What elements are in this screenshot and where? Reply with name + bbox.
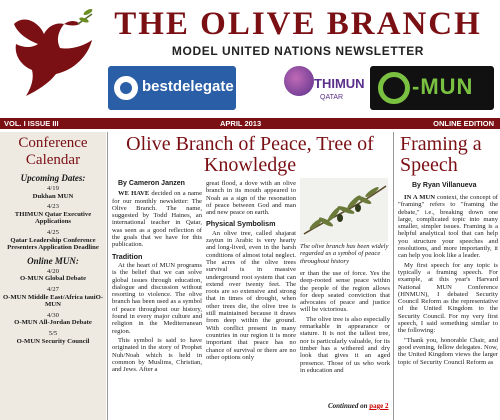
column-divider	[393, 132, 394, 420]
calendar-entry: 4/19 Dukhan MUN	[32, 185, 74, 200]
bestdelegate-mark-icon	[114, 76, 138, 100]
sponsor-logos	[108, 66, 500, 112]
calendar-entry: 5/5 O-MUN Security Council	[16, 329, 90, 345]
newsletter-subtitle: MODEL UNITED NATIONS NEWSLETTER	[171, 44, 425, 58]
bestdelegate-logo-text: bestdelegate	[142, 78, 234, 95]
calendar-title: Conference Calendar	[18, 135, 88, 168]
omun-ring-icon	[378, 72, 410, 104]
article-paragraph: The olive tree is also especially remarkable in appearance or stature. It is not the tallest tree, nor is particularly valuable, for its timber has a withered and dry look that gives it an aged presence. Those of us who work in education and	[300, 315, 390, 374]
issue-edition: ONLINE EDITION	[433, 119, 494, 128]
calendar-entry: 4/27 O-MUN Middle East/Africa tauiO-MUN	[2, 285, 104, 309]
thimun-globe-icon	[284, 66, 314, 96]
article-paragraph: great flood, a dove with an olive branch in its mouth appeared to Noah as a sign of the resonation of peace between God and man and new peace on earth.	[206, 180, 296, 217]
calendar-entry: 4/23 THIMUN Qatar Executive Applications	[14, 203, 92, 226]
article-paragraph: "Thank you, honorable Chair, and good evening, fellow delegates. Now, the United Kingdom views the larger topic of Security Council Reform as	[398, 336, 498, 366]
conference-calendar	[0, 132, 106, 420]
thimun-logo[interactable]	[278, 66, 370, 110]
olive-branch-photo	[300, 178, 388, 242]
photo-caption: The olive branch has been widely regarded as a symbol of peace throughout history	[300, 243, 389, 265]
dove-olive-branch-icon	[4, 4, 96, 102]
newsletter-title: THE OLIVE BRANCH	[114, 6, 482, 42]
article-paragraph: This symbol is said to have originated in the story of Prophet Nuh/Noah which is held in common by Muslims, Christian, and Jews. After a	[112, 336, 202, 374]
article-paragraph: WE HAVE decided on a name for our monthly newsletter: The Olive Branch. The name, suggested by Todd Haines, an international teacher in Qatar, was seen as a good reflection of the goals that we have for this publication.	[112, 190, 202, 249]
article-paragraph: er than the use of force. Yes the deep-rooted sense peace within the people of the region allows for deep seated conviction that advocates of peace and justice will be victorious.	[300, 270, 390, 314]
calendar-entry: 4/25 Qatar Leadership Conference Presenters Application Deadline	[7, 228, 99, 252]
continued-page-link[interactable]: page 2	[369, 402, 389, 410]
continued-note	[328, 402, 389, 410]
masthead	[0, 0, 500, 116]
online-mun-heading: Online MUN:	[27, 255, 79, 266]
continued-label: Continued on	[328, 402, 368, 410]
calendar-entry: 4/30 O-MUN All-Jordan Debate	[14, 311, 92, 327]
main-article-col2	[206, 180, 296, 363]
article-paragraph: At the heart of MUN programs is the belief that we can solve global issues through education, dialogue and discussion without resorting to violence. The olive branch has been used as a symbol of peace throughout our history, found in every major culture and religion in the Mediterranean region.	[112, 261, 202, 335]
article-paragraph: An olive tree, called shajarat zaytun in Arabic is very hearty and long-lived, even in the harsh conditions of almost total neglect. The acres of the olive trees survival is in massive underground root system that can extend over twenty feet. The roots are so extensive and strong that in times of drought, when other trees die, the olive tree is still maintained because it draws from deep within the ground. With conflict present in many countries in our region it is more important that peace has no chance of survival or there are no other options only	[206, 229, 296, 361]
side-headline: Framing a Speech	[400, 133, 482, 176]
omun-logo[interactable]	[370, 66, 494, 110]
main-article-col1	[112, 180, 202, 375]
section-heading-physical-symbolism: Physical Symbolism	[206, 219, 276, 229]
upcoming-heading: Upcoming Dates:	[20, 173, 86, 183]
thimun-logo-text: THIMUN	[314, 76, 365, 91]
omun-logo-text: -MUN	[412, 74, 474, 99]
issue-bar	[0, 118, 500, 129]
column-divider	[107, 132, 108, 420]
article-paragraph: IN A MUN context, the concept of "framing" refers to "framing the debate," i.e., breaking down one large, complicated topic into many smaller, simpler issues. Framing is a helpful analytical tool that can help you structure your speeches and resolutions, and more importantly, it can help you look like a leader.	[398, 194, 499, 260]
calendar-entry: 4/20 O-MUN Global Debate	[19, 267, 87, 283]
main-article-col3	[300, 270, 390, 376]
side-article-body	[398, 194, 498, 368]
main-headline: Olive Branch of Peace, Tree of Knowledge	[126, 133, 374, 176]
thimun-logo-subtext: QATAR	[320, 94, 344, 101]
issue-date: APRIL 2013	[220, 119, 262, 128]
bestdelegate-logo[interactable]	[108, 66, 236, 110]
section-heading-tradition: Tradition	[112, 251, 143, 261]
main-byline: By Cameron Janzen	[118, 180, 185, 187]
issue-volume: VOL. I ISSUE III	[4, 119, 59, 128]
article-paragraph: My first speech for any topic is typically a framing speech. For example, at this year's Harvard National MUN Conference (HNMUN), I debated Security Council Reform as the representative of the United Kingdom to the Security Council. For my very first speech, I said something similar to the following:	[398, 261, 498, 335]
side-byline: By Ryan Villanueva	[412, 182, 477, 189]
